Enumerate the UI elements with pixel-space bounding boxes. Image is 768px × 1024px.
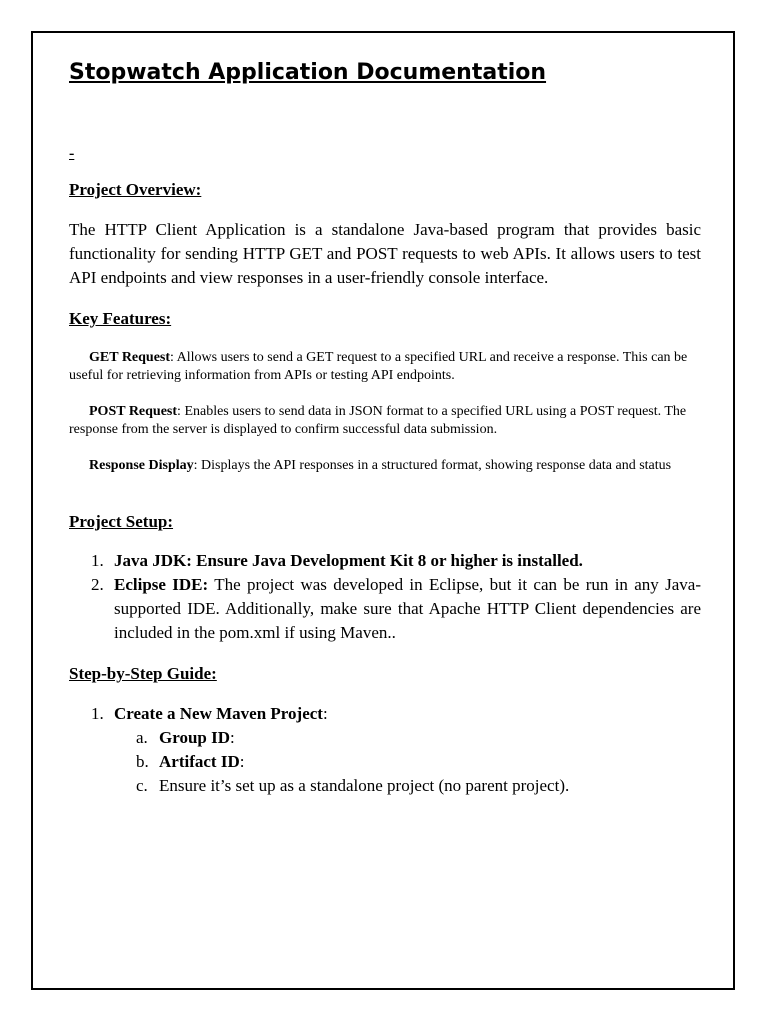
- list-label: Eclipse IDE:: [114, 575, 209, 594]
- document-page: [31, 31, 735, 990]
- sublist-letter: a.: [136, 728, 148, 747]
- sublist-label: Group ID: [159, 728, 231, 747]
- feature-text: Displays the API responses in a structured format, showing response data and status: [197, 458, 672, 473]
- feature-item: [69, 457, 701, 475]
- list-suffix: :: [322, 704, 328, 723]
- list-number: 1.: [91, 551, 104, 570]
- sublist-text: :: [239, 752, 245, 771]
- sublist-text: :: [230, 728, 235, 747]
- sublist-item: [114, 774, 701, 798]
- list-item: [69, 549, 701, 573]
- guide-list: [69, 702, 701, 798]
- features-heading: Key Features:: [69, 309, 172, 328]
- feature-separator: :: [193, 458, 198, 473]
- feature-name: POST Request: [89, 404, 178, 419]
- sublist-item: [114, 726, 701, 750]
- guide-heading: Step-by-Step Guide:: [69, 664, 217, 683]
- sublist-letter: b.: [136, 752, 149, 771]
- feature-item: [69, 403, 701, 439]
- overview-heading: Project Overview:: [69, 180, 202, 199]
- setup-heading: Project Setup:: [69, 512, 174, 531]
- list-label: Create a New Maven Project: [114, 704, 323, 723]
- guide-sublist: [114, 726, 701, 798]
- feature-separator: :: [170, 350, 174, 365]
- list-label: Java JDK: Ensure Java Development Kit 8 or higher is installed.: [114, 551, 583, 570]
- feature-text: Allows users to send a GET request to a specified URL and receive a response. This can be useful for retrieving information from APIs or testing API endpoints.: [69, 350, 688, 383]
- overview-paragraph: The HTTP Client Application is a standalone Java-based program that provides basic functionality for sending HTTP GET and POST requests to web APIs. It allows users to test API endpoints and view responses in a user-friendly console interface.: [69, 220, 701, 287]
- setup-list: [69, 549, 701, 645]
- feature-text: Enables users to send data in JSON format to a specified URL using a POST request. The response from the server is displayed to confirm successful data submission.: [69, 404, 687, 437]
- list-number: 2.: [91, 575, 104, 594]
- list-item: [69, 573, 701, 645]
- list-number: 1.: [91, 704, 104, 723]
- sublist-letter: c.: [136, 776, 148, 795]
- sublist-text: Ensure it’s set up as a standalone project (no parent project).: [159, 776, 570, 795]
- feature-separator: :: [177, 404, 181, 419]
- list-item: [69, 702, 701, 798]
- list-text: The project was developed in Eclipse, but it can be run in any Java-supported IDE. Additionally, make sure that Apache HTTP Client dependencies are included in the pom.xml if using Maven..: [114, 575, 701, 642]
- feature-name: GET Request: [89, 350, 171, 365]
- feature-item: [69, 349, 701, 385]
- dash-marker: -: [69, 145, 75, 162]
- document-title: Stopwatch Application Documentation: [69, 60, 547, 85]
- sublist-label: Artifact ID: [159, 752, 240, 771]
- sublist-item: [114, 750, 701, 774]
- feature-name: Response Display: [89, 458, 194, 473]
